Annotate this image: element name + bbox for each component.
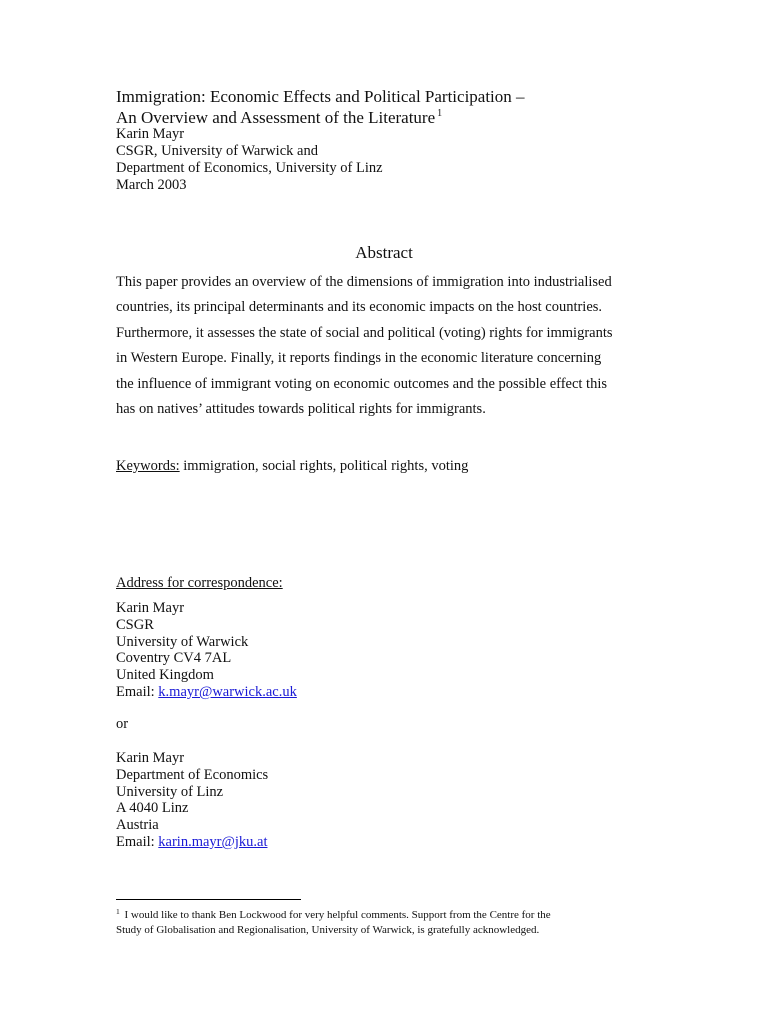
address-line: A 4040 Linz [116,800,189,817]
address-name: Karin Mayr [116,600,185,616]
footnote-line-1 [116,904,676,923]
paper-title-line-2-text: An Overview and Assessment of the Literature [116,108,436,127]
title-footnote-marker[interactable]: 1 [437,108,443,119]
abstract-heading: Abstract [355,243,413,262]
or-separator: or [116,716,129,732]
abstract-line: in Western Europe. Finally, it reports findings in the economic literature concerning [116,350,602,367]
email-line [116,684,297,701]
footnote [116,904,676,938]
paper-title-line-2 [116,105,525,126]
keywords-line [116,456,468,476]
address-name: Karin Mayr [116,750,185,766]
address-line: University of Warwick [116,633,249,650]
address-line: Austria [116,817,159,834]
footnote-text-1: I would like to thank Ben Lockwood for very helpful comments. Support from the Centre for the [121,909,551,921]
abstract-line: countries, its principal determinants and its economic impacts on the host countries. [116,299,603,316]
paper-title-line-1: Immigration: Economic Effects and Political Participation – [116,87,525,106]
email-link-linz[interactable]: karin.mayr@jku.at [158,833,268,850]
address-line: CSGR [116,616,154,633]
publication-date: March 2003 [116,177,187,193]
footnote-marker: 1 [116,907,120,916]
email-line [116,834,268,851]
email-label: Email: [116,683,159,700]
author-affiliation-2: Department of Economics, University of Linz [116,160,383,176]
address-block-warwick [116,600,297,701]
footnote-line-2: Study of Globalisation and Regionalisation, University of Warwick, is gratefully acknowledged. [116,924,540,936]
address-line: University of Linz [116,783,224,800]
correspondence-label: Address for correspondence: [116,575,283,591]
email-label: Email: [116,833,159,850]
footnote-divider [116,899,301,900]
abstract-line: Furthermore, it assesses the state of social and political (voting) rights for immigrants [116,324,613,341]
title-block [116,88,525,194]
keywords-text: immigration, social rights, political rights, voting [179,458,469,474]
author-name: Karin Mayr [116,126,185,142]
address-line: Coventry CV4 7AL [116,650,232,667]
abstract-body [116,270,656,422]
address-line: United Kingdom [116,667,214,684]
abstract-line: has on natives’ attitudes towards political rights for immigrants. [116,401,486,418]
address-line: Department of Economics [116,766,269,783]
keywords-label: Keywords: [116,458,180,474]
address-block-linz [116,750,268,851]
author-affiliation-1: CSGR, University of Warwick and [116,143,318,159]
abstract-line: the influence of immigrant voting on economic outcomes and the possible effect this [116,375,607,392]
email-link-warwick[interactable]: k.mayr@warwick.ac.uk [158,683,297,700]
abstract-line: This paper provides an overview of the dimensions of immigration into industrialised [116,274,612,290]
